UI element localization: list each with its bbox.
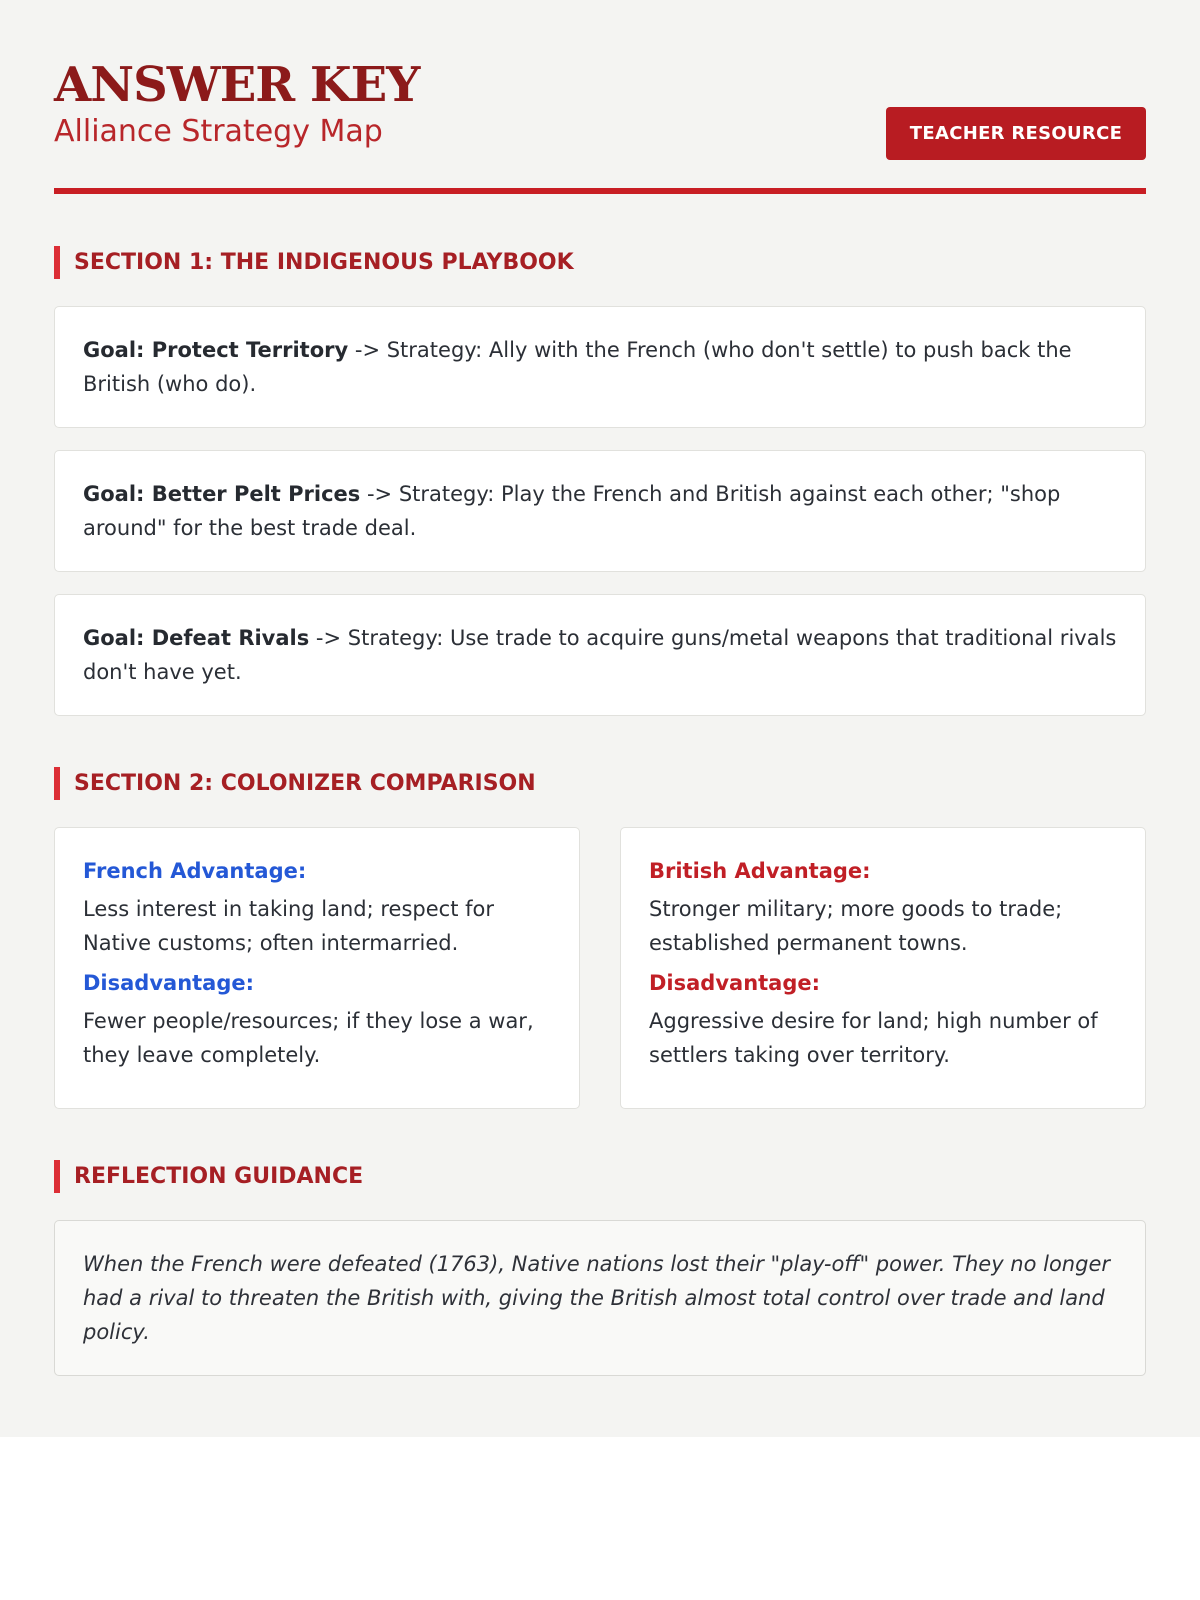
- header: [54, 58, 1146, 194]
- french-disadvantage-label: Disadvantage:: [83, 971, 255, 995]
- french-advantage-text: Less interest in taking land; respect for Native customs; often intermarried.: [83, 897, 494, 955]
- goal-card-better-pelt-prices: [54, 450, 1146, 572]
- colonizer-comparison: [54, 827, 1146, 1109]
- french-disadvantage-text: Fewer people/resources; if they lose a war, they leave completely.: [83, 1009, 534, 1067]
- british-disadvantage-label: Disadvantage:: [649, 971, 821, 995]
- goal-strategy-text: -> Strategy: Ally with the French (who don't settle) to push back the British (who do).: [83, 338, 1072, 396]
- british-advantage-text: Stronger military; more goods to trade; established permanent towns.: [649, 897, 1063, 955]
- goal-strategy-text: -> Strategy: Play the French and British against each other; "shop around" for the best trade deal.: [83, 482, 1061, 540]
- goal-strategy-text: -> Strategy: Use trade to acquire guns/metal weapons that traditional rivals don't have yet.: [83, 626, 1117, 684]
- reflection-guidance-box: When the French were defeated (1763), Native nations lost their "play-off" power. They no longer had a rival to threaten the British with, giving the British almost total control over trade and land policy.: [54, 1220, 1146, 1376]
- british-card: [620, 827, 1146, 1109]
- page-title: ANSWER KEY: [54, 57, 420, 113]
- section-1-heading: SECTION 1: THE INDIGENOUS PLAYBOOK: [54, 246, 1146, 279]
- goal-label: Goal: Protect Territory: [83, 338, 349, 362]
- goal-card-list: [54, 306, 1146, 716]
- goal-label: Goal: Defeat Rivals: [83, 626, 310, 650]
- section-2-heading: SECTION 2: COLONIZER COMPARISON: [54, 767, 1146, 800]
- teacher-resource-badge: TEACHER RESOURCE: [886, 107, 1146, 160]
- british-disadvantage-text: Aggressive desire for land; high number of settlers taking over territory.: [649, 1009, 1098, 1067]
- page-subtitle: Alliance Strategy Map: [54, 114, 383, 149]
- goal-card-defeat-rivals: [54, 594, 1146, 716]
- goal-label: Goal: Better Pelt Prices: [83, 482, 361, 506]
- french-advantage-label: French Advantage:: [83, 859, 307, 883]
- french-card: [54, 827, 580, 1109]
- goal-card-protect-territory: [54, 306, 1146, 428]
- british-advantage-label: British Advantage:: [649, 859, 871, 883]
- reflection-heading: REFLECTION GUIDANCE: [54, 1160, 1146, 1193]
